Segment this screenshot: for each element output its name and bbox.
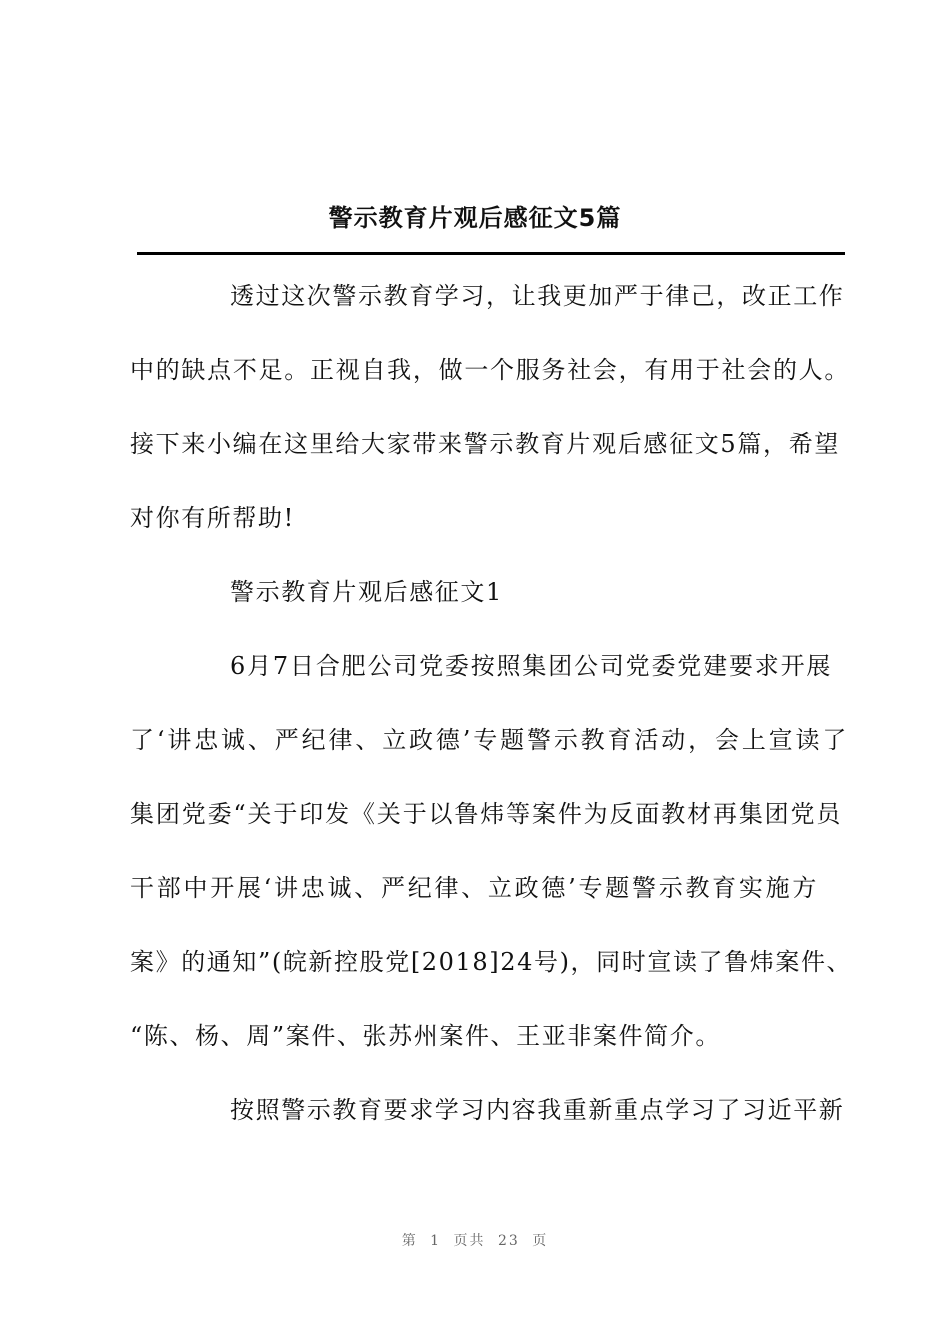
paragraph-line: 干部中开展‘讲忠诚、严纪律、立政德’专题警示教育实施方 (130, 874, 818, 902)
paragraph-line: 接下来小编在这里给大家带来警示教育片观后感征文5篇，希望 (130, 430, 840, 458)
document-title: 警示教育片观后感征文5篇 (328, 204, 622, 232)
title-divider (137, 252, 845, 255)
paragraph-line: 中的缺点不足。正视自我，做一个服务社会，有用于社会的人。 (130, 356, 850, 384)
paragraph-line: 按照警示教育要求学习内容我重新重点学习了习近平新 (230, 1096, 845, 1124)
page-number: 第 1 页共 23 页 (401, 1233, 549, 1249)
paragraph-line: 集团党委“关于印发《关于以鲁炜等案件为反面教材再集团党员 (130, 800, 842, 828)
paragraph-line: “陈、杨、周”案件、张苏州案件、王亚非案件简介。 (130, 1022, 721, 1050)
paragraph-line: 案》的通知”(皖新控股党[2018]24号)，同时宣读了鲁炜案件、 (130, 948, 853, 976)
paragraph-line: 透过这次警示教育学习，让我更加严于律己，改正工作 (230, 282, 845, 310)
paragraph-line: 6月7日合肥公司党委按照集团公司党委党建要求开展 (230, 652, 832, 680)
paragraph-line: 了‘讲忠诚、严纪律、立政德’专题警示教育活动，会上宣读了 (130, 726, 848, 754)
paragraph-line: 对你有所帮助! (130, 504, 295, 532)
section-heading: 警示教育片观后感征文1 (230, 578, 503, 606)
